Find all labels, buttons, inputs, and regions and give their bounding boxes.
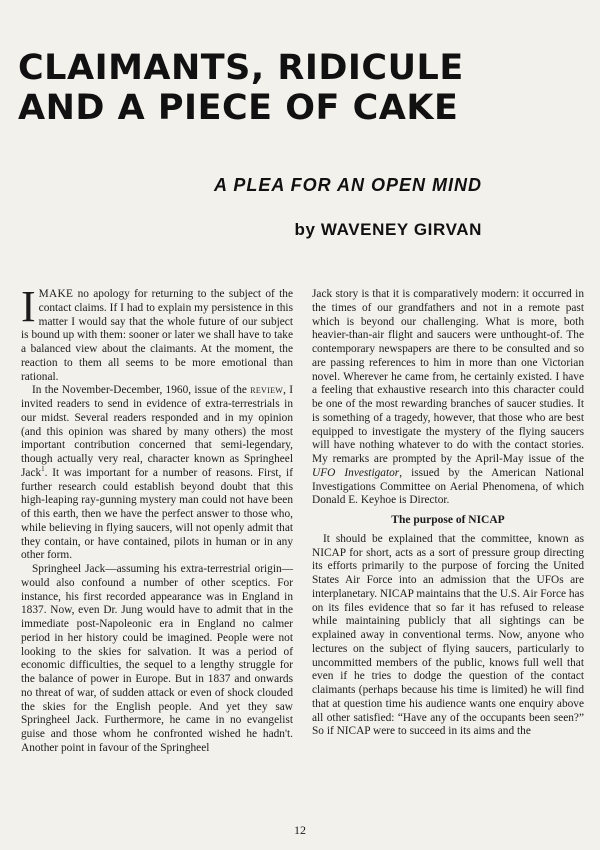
paragraph-text: . It was important for a number of reasons. First, if further research could establish beyond doubt that this high-leaping ray-gunning mystery man could not have been of this earth, then we have the perfect answer to those who, while believing in flying saucers, will not openly admit that they contain, or have contained, pilots in human or in any other form. <box>21 466 293 562</box>
article-title <box>18 48 588 128</box>
paragraph-text: In the November-December, 1960, issue of the <box>32 384 251 397</box>
lead-in: MAKE <box>38 288 74 300</box>
paragraph-text: , I invited readers to send in evidence of extra-terrestrials in our midst. Several readers responded and in my opinion (and this opinion was shared by many others) the most important contribution concerned that semi-legendary, though actually very real, character known as Springheel Jack <box>21 384 294 479</box>
paragraph-text: Jack story is that it is comparatively modern: it occurred in the times of our grandfathers and not in a remote past which is beyond our challenging. What is more, both heavier-than-air flight and saucers were unthought-of. The contemporary newspapers are there to be consulted and so are passing references to him in more than one Victorian novel. Wherever he came from, he certainly existed. I have a feeling that exhaustive research into this character could be one of the most rewarding branches of saucer studies. It is something of a tragedy, however, that those who are best equipped to investigate the mystery of the flying saucers will have nothing whatever to do with the contact stories. My remarks are prompted by the April-May issue of the <box>312 288 584 465</box>
left-column <box>21 282 294 756</box>
right-column <box>312 288 584 739</box>
review-ref: review <box>250 384 284 397</box>
title-line-1: CLAIMANTS, RIDICULE <box>18 48 464 88</box>
paragraph-text: , issued by the American National Investigations Committee on Aerial Phenomena, of which Donald E. Keyhoe is Director. <box>312 466 585 507</box>
paragraph: It should be explained that the committee, known as NICAP for short, acts as a sort of pressure group directing its efforts primarily to the purpose of forcing the United States Air Force into an admission that the UFOs are interplanetary. NICAP maintains that the U.S. Air Force has on its files evidence that so far it has refused to release while maintaining publicly that all sightings can be explained away in conventional terms. Now, anyone who lectures on the subject of flying saucers, particularly to uncommitted members of the public, knows full well that even if he tries to dodge the question of the contact claimants (perhaps because his time is limited) he will find that at question time his audience wants one enquiry above all other satisfied: “Have any of the occupants been seen?” So if NICAP were to succeed in its aims and the <box>312 532 584 738</box>
paragraph-text: no apology for returning to the subject of the contact claims. If I had to explain my persistence in this matter I would say that the whole future of our subject is bound up with them: sooner or later we shall have to take a balanced view about the claimants. At the moment, the reaction to them all seems to be more emotional than rational. <box>21 288 293 383</box>
section-heading: The purpose of NICAP <box>391 514 505 526</box>
article-byline: by WAVENEY GIRVAN <box>294 220 482 239</box>
paragraph <box>21 384 293 563</box>
title-line-2: AND A PIECE OF CAKE <box>18 88 459 128</box>
paragraph <box>312 288 584 508</box>
paragraph: Springheel Jack—assuming his extra-terrestrial origin—would also confound a number of other sceptics. For instance, his first recorded appearance was in England in 1837. Now, even Dr. Jung would have to admit that in the immediate post-Napoleonic era in England no calmer period in her history could be imagined. People were not looking to the skies for salvation. It was a period of economic difficulties, the sequel to a lengthy struggle for the balance of power in Europe. But in 1837 and onwards no threat of war, of sudden attack or even of shock clouded the skies for the English people. And yet they saw Springheel Jack. Furthermore, he came in no evangelist guise and those whom he confronted wished he hadn't. Another point in favour of the Springheel <box>21 563 293 754</box>
drop-cap: I <box>21 282 36 331</box>
publication-title: UFO Investigator <box>312 466 400 479</box>
article-subtitle: A PLEA FOR AN OPEN MIND <box>213 175 482 195</box>
footnote-marker: 1 <box>41 464 45 473</box>
paragraph <box>21 282 293 384</box>
page-number: 12 <box>294 823 306 837</box>
